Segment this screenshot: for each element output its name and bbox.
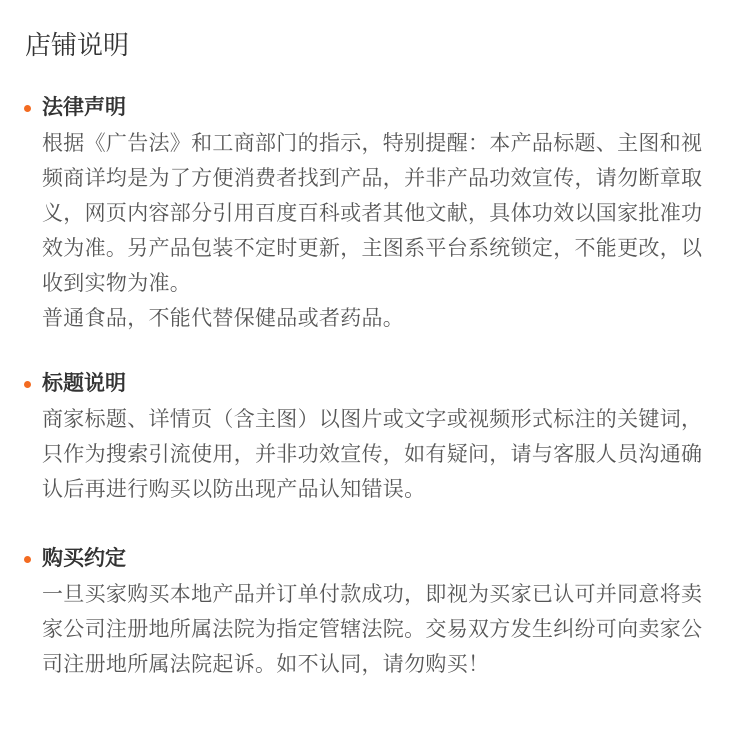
section-body-legal-statement: [42, 126, 706, 336]
section-body-purchase-agreement: [42, 577, 706, 682]
bullet-dot-icon: [24, 105, 31, 112]
paragraph: 一旦买家购买本地产品并订单付款成功，即视为买家已认可并同意将卖家公司注册地所属法院为指定管辖法院。交易双方发生纠纷可向卖家公司注册地所属法院起诉。如不认同，请勿购买！: [42, 582, 703, 676]
paragraph: 商家标题、详情页（含主图）以图片或文字或视频形式标注的关键词，只作为搜索引流使用，并非功效宣传，如有疑问，请与客服人员沟通确认后再进行购买以防出现产品认知错误。: [42, 407, 703, 501]
bullet-dot-icon: [24, 381, 31, 388]
section-title-title-statement: 标题说明: [42, 371, 126, 395]
section-title-purchase-agreement: 购买约定: [42, 546, 126, 570]
paragraph: 普通食品，不能代替保健品或者药品。: [42, 306, 405, 330]
section-header: [0, 90, 750, 124]
section-header: [0, 366, 750, 400]
bullet-dot-icon: [24, 556, 31, 563]
section-body-title-statement: [42, 402, 706, 507]
page-title: 店铺说明: [25, 31, 130, 61]
section-header: [0, 541, 750, 575]
section-legal-statement: [0, 90, 750, 336]
paragraph: 根据《广告法》和工商部门的指示，特别提醒：本产品标题、主图和视频商详均是为了方便消费者找到产品，并非产品功效宣传，请勿断章取义，网页内容部分引用百度百科或者其他文献，具体功效以国家批准功效为准。另产品包装不定时更新，主图系平台系统锁定，不能更改，以收到实物为准。: [42, 131, 703, 295]
section-purchase-agreement: [0, 541, 750, 682]
section-title-legal-statement: 法律声明: [42, 95, 126, 119]
section-title-statement: [0, 366, 750, 507]
